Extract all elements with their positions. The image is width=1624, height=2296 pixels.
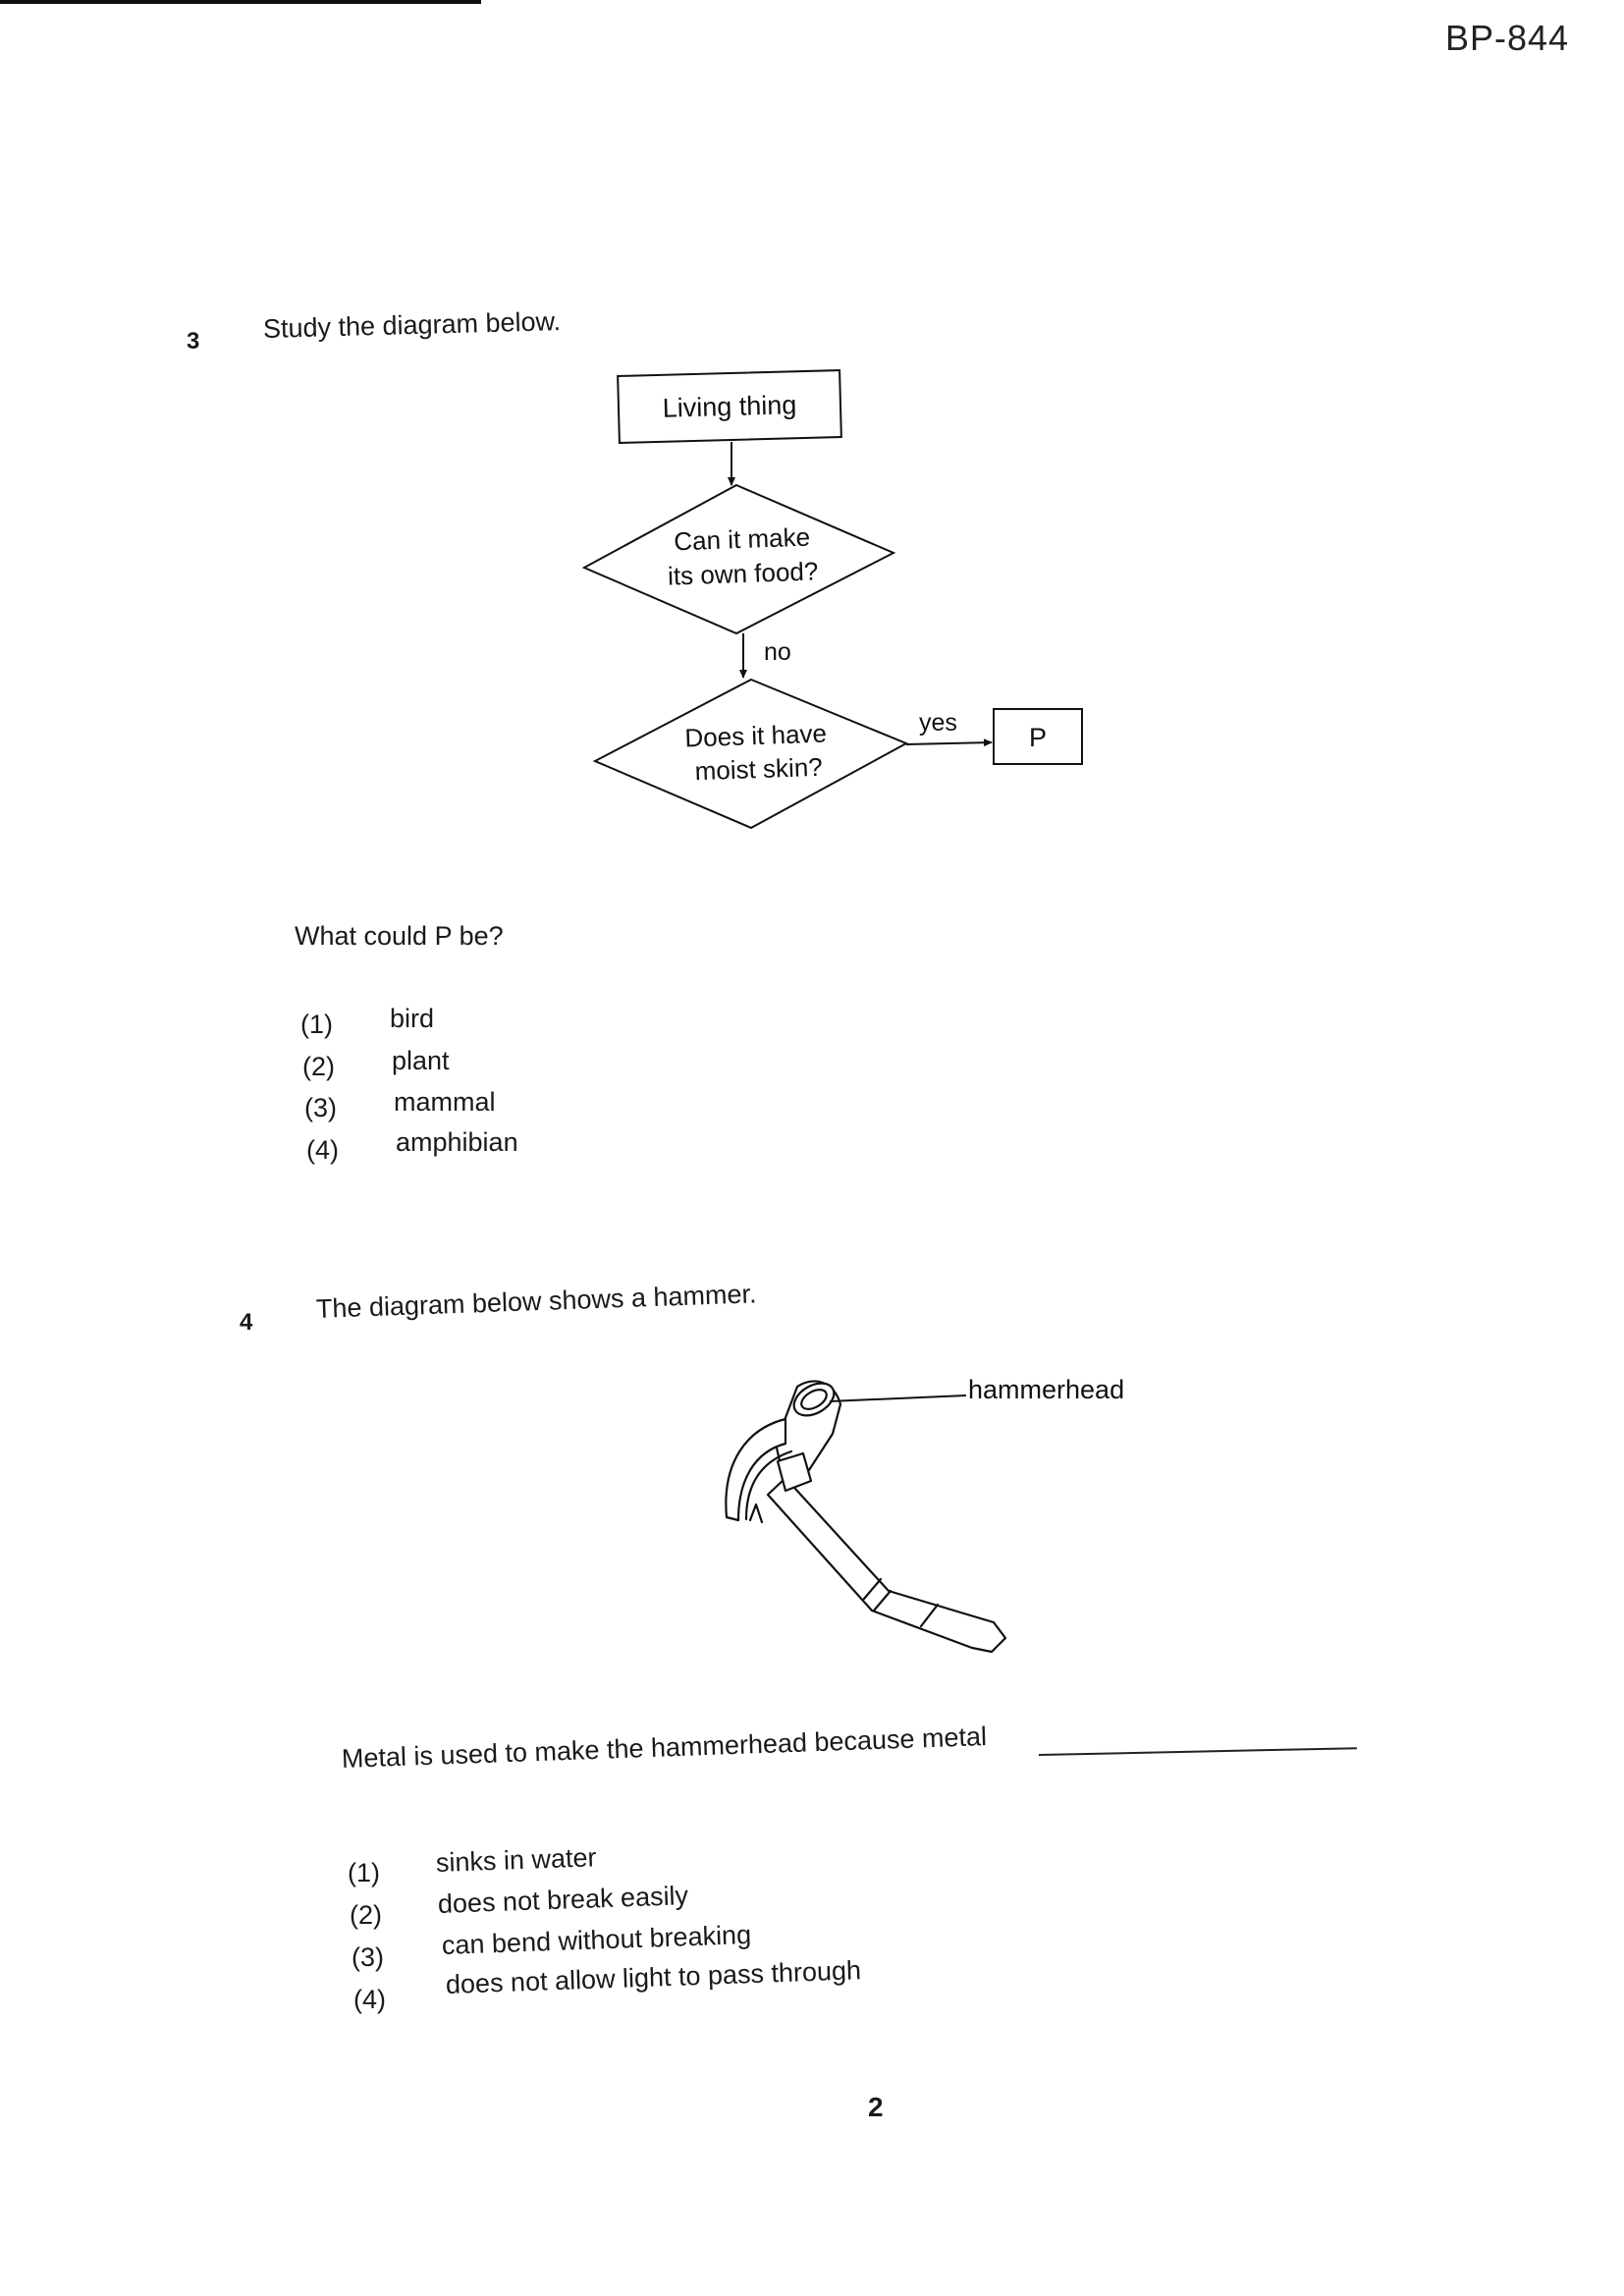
- q4-option-1-text: sinks in water: [435, 1842, 597, 1878]
- q4-option-2-text: does not break easily: [437, 1881, 689, 1919]
- hammer-illustration: [726, 1377, 1005, 1652]
- question-3-stem: Study the diagram below.: [262, 306, 562, 344]
- q4-option-2-number: (2): [350, 1900, 382, 1930]
- q4-option-3-text: can bend without breaking: [441, 1920, 752, 1960]
- question-3-prompt: What could P be?: [295, 921, 504, 951]
- decision2-line2: moist skin?: [694, 751, 824, 787]
- question-3-number: 3: [187, 328, 200, 355]
- q4-option-3-number: (3): [352, 1942, 384, 1972]
- paper-code: BP-844: [1445, 18, 1570, 58]
- q3-option-2-number: (2): [302, 1052, 335, 1081]
- result-box-label: P: [1028, 723, 1048, 752]
- q4-option-1-number: (1): [348, 1858, 380, 1887]
- hammerhead-leader-line: [830, 1395, 966, 1401]
- decision1-line2: its own food?: [667, 556, 819, 591]
- decision2-line1: Does it have: [683, 718, 828, 753]
- q3-option-1-number: (1): [300, 1010, 333, 1039]
- q3-option-4-text: amphibian: [396, 1127, 518, 1157]
- q3-option-1-text: bird: [390, 1004, 435, 1033]
- q3-option-3-text: mammal: [394, 1087, 496, 1117]
- question-4-stem: The diagram below shows a hammer.: [315, 1279, 757, 1324]
- question-4-prompt: Metal is used to make the hammerhead because metal: [341, 1722, 988, 1774]
- q3-option-3-number: (3): [304, 1093, 337, 1122]
- start-box-label: Living thing: [662, 390, 797, 423]
- branch-yes-label: yes: [919, 709, 957, 737]
- branch-no-label: no: [764, 638, 791, 666]
- q3-option-2-text: plant: [392, 1046, 450, 1075]
- question-4-number: 4: [240, 1309, 253, 1336]
- q4-option-4-text: does not allow light to pass through: [445, 1955, 862, 1999]
- page-number: 2: [868, 2092, 884, 2122]
- hammerhead-label: hammerhead: [968, 1375, 1125, 1404]
- q4-option-4-number: (4): [353, 1985, 386, 2014]
- decision1-line1: Can it make: [673, 521, 811, 557]
- q3-option-4-number: (4): [306, 1135, 339, 1165]
